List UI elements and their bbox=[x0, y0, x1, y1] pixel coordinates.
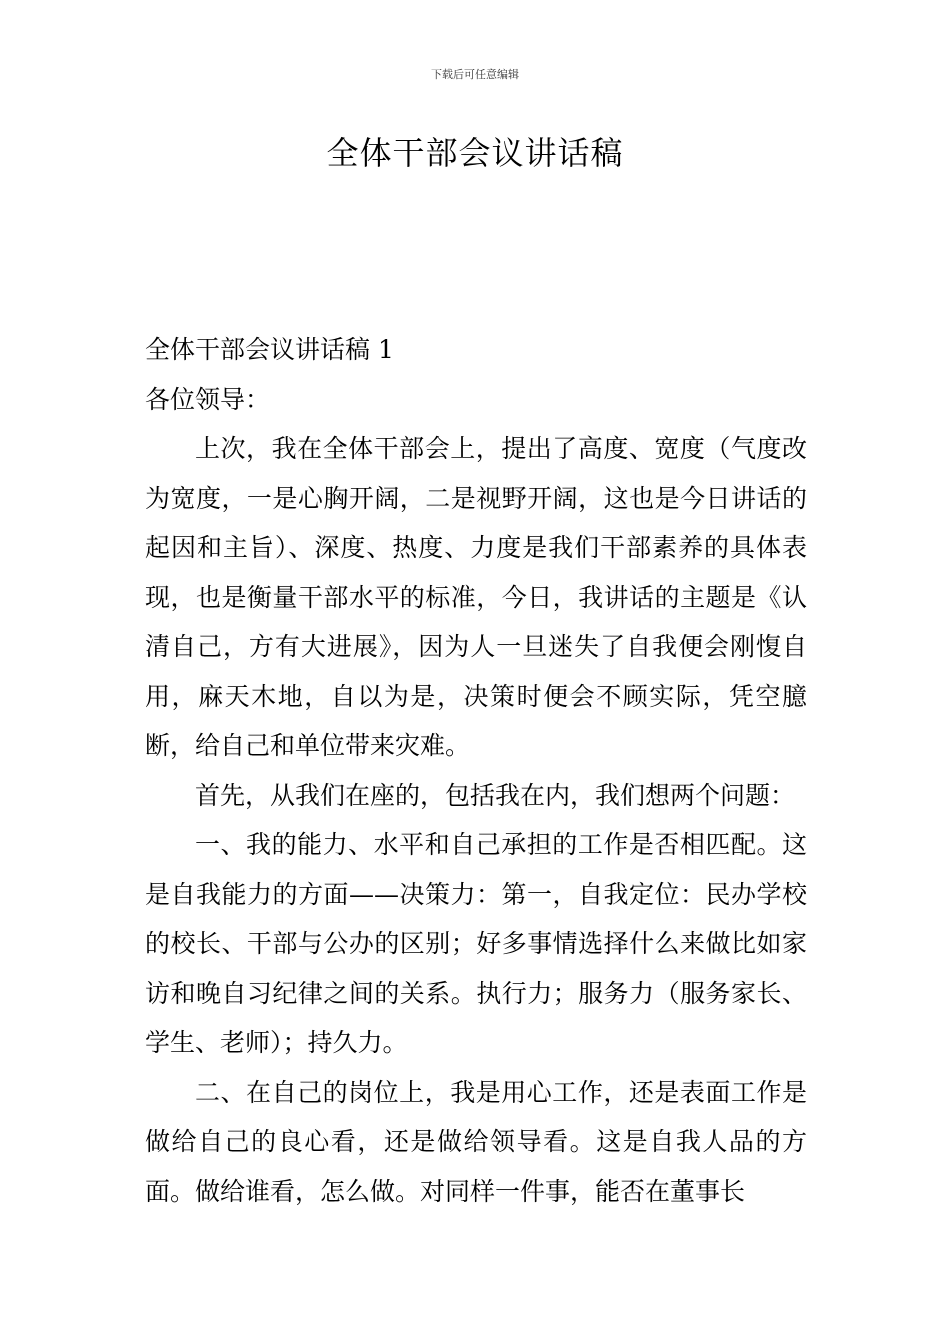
paragraph-3: 一、我的能力、水平和自己承担的工作是否相匹配。这是自我能力的方面——决策力：第一，自我定位：民办学校的校长、干部与公办的区别；好多事情选择什么来做比如家访和晚自习纪律之间的关系。执行力；服务力（服务家长、学生、老师）；持久力。 bbox=[145, 830, 807, 1057]
document-title: 全体干部会议讲话稿 bbox=[326, 134, 624, 172]
salutation: 各位领导： bbox=[145, 384, 271, 414]
document-body bbox=[145, 325, 807, 1216]
section-subtitle: 全体干部会议讲话稿 1 bbox=[145, 335, 394, 364]
paragraph-1: 上次，我在全体干部会上，提出了高度、宽度（气度改为宽度，一是心胸开阔，二是视野开阔，这也是今日讲话的起因和主旨）、深度、热度、力度是我们干部素养的具体表现，也是衡量干部水平的标准，今日，我讲话的主题是《认清自己，方有大进展》，因为人一旦迷失了自我便会刚愎自用，麻天木地，自以为是，决策时便会不顾实际，凭空臆断，给自己和单位带来灾难。 bbox=[145, 434, 807, 760]
paragraph-4: 二、在自己的岗位上，我是用心工作，还是表面工作是做给自己的良心看，还是做给领导看。这是自我人品的方面。做给谁看，怎么做。对同样一件事，能否在董事长 bbox=[145, 1077, 807, 1206]
paragraph-2: 首先，从我们在座的，包括我在内，我们想两个问题： bbox=[195, 780, 796, 810]
page-header-note: 下载后可任意编辑 bbox=[431, 68, 519, 81]
